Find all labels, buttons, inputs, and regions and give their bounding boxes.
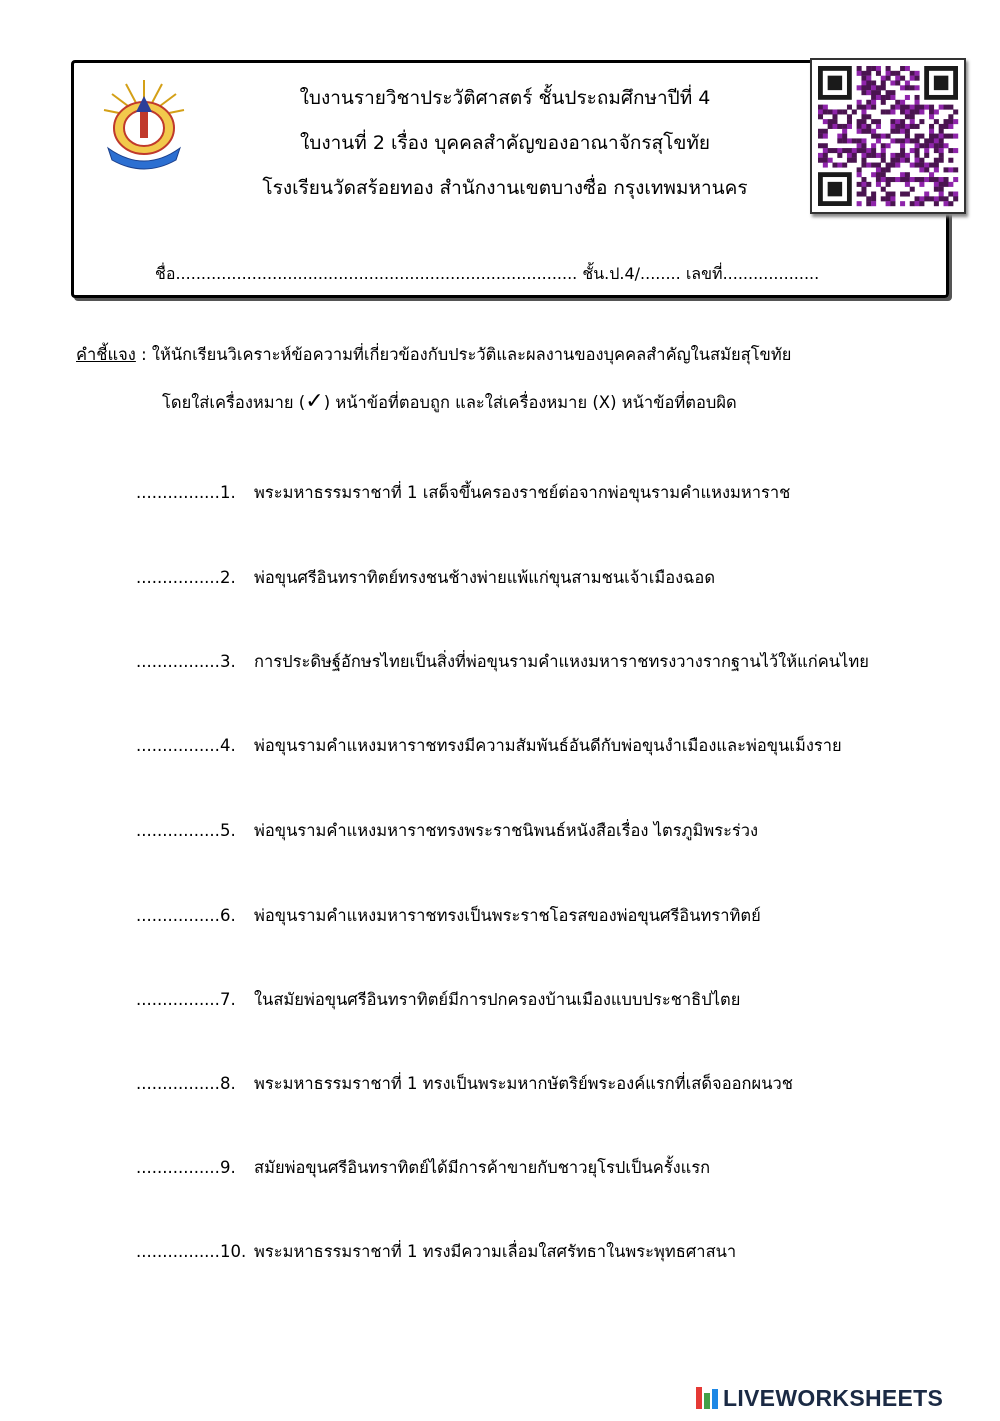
instructions-line1	[76, 342, 791, 368]
question-text: สมัยพ่อขุนศรีอินทราทิตย์ได้มีการค้าขายกับชาวยุโรปเป็นครั้งแรก	[254, 1158, 711, 1177]
question-number: 7.	[220, 990, 236, 1009]
liveworksheets-footer[interactable]	[695, 1383, 943, 1413]
question-number: 8.	[220, 1074, 236, 1093]
question-text: พระมหาธรรมราชาที่ 1 ทรงมีความเลื่อมใสศรัทธาในพระพุทธศาสนา	[254, 1242, 737, 1261]
answer-blank[interactable]: ................	[136, 821, 220, 840]
question-number: 2.	[220, 568, 236, 587]
question-number: 1.	[220, 483, 236, 502]
school-emblem-icon	[96, 78, 192, 174]
question-number: 4.	[220, 736, 236, 755]
question-text: พระมหาธรรมราชาที่ 1 เสด็จขึ้นครองราชย์ต่อจากพ่อขุนรามคำแหงมหาราช	[254, 483, 791, 502]
question-number: 6.	[220, 906, 236, 925]
question-item	[136, 480, 986, 506]
question-item	[136, 733, 986, 759]
question-item	[136, 1239, 986, 1265]
question-text: พ่อขุนศรีอินทราทิตย์ทรงชนช้างพ่ายแพ้แก่ขุนสามชนเจ้าเมืองฉอด	[254, 568, 716, 587]
question-item	[136, 903, 986, 929]
answer-blank[interactable]: ................	[136, 736, 220, 755]
question-number: 5.	[220, 821, 236, 840]
qr-code-icon	[810, 58, 966, 214]
question-text: การประดิษฐ์อักษรไทยเป็นสิ่งที่พ่อขุนรามคำแหงมหาราชทรงวางรากฐานไว้ให้แก่คนไทย	[254, 652, 869, 671]
question-text: พระมหาธรรมราชาที่ 1 ทรงเป็นพระมหากษัตริย์พระองค์แรกที่เสด็จออกผนวช	[254, 1074, 793, 1093]
answer-blank[interactable]: ................	[136, 1242, 220, 1261]
question-number: 3.	[220, 652, 236, 671]
question-number: 10.	[220, 1242, 247, 1261]
question-text: พ่อขุนรามคำแหงมหาราชทรงมีความสัมพันธ์อันดีกับพ่อขุนงำเมืองและพ่อขุนเม็งราย	[254, 736, 842, 755]
answer-blank[interactable]: ................	[136, 652, 220, 671]
liveworksheets-logo-icon	[695, 1386, 719, 1410]
answer-blank[interactable]: ................	[136, 1158, 220, 1177]
answer-blank[interactable]: ................	[136, 568, 220, 587]
school-name: โรงเรียนวัดสร้อยทอง สำนักงานเขตบางซื่อ กรุงเทพมหานคร	[262, 177, 748, 199]
question-number: 9.	[220, 1158, 236, 1177]
check-mark-icon: ✓	[305, 389, 324, 414]
answer-blank[interactable]: ................	[136, 906, 220, 925]
instructions-label: คำชี้แจง	[76, 345, 136, 364]
question-item	[136, 987, 986, 1013]
instructions-line2: โดยใส่เครื่องหมาย (✓) หน้าข้อที่ตอบถูก และใส่เครื่องหมาย (X) หน้าข้อที่ตอบผิด	[162, 389, 737, 414]
student-info-line: ชื่อ............................................................................... ชั้น.ป.4/........ เลขที่...................	[155, 264, 820, 283]
instructions-text: : ให้นักเรียนวิเคราะห์ข้อความที่เกี่ยวข้องกับประวัติและผลงานของบุคคลสำคัญในสมัยสุโขทัย	[135, 345, 792, 364]
liveworksheets-brand: LIVEWORKSHEETS	[723, 1384, 944, 1411]
question-item	[136, 818, 986, 844]
question-item	[136, 649, 986, 675]
question-item	[136, 1071, 986, 1097]
answer-blank[interactable]: ................	[136, 990, 220, 1009]
question-text: พ่อขุนรามคำแหงมหาราชทรงพระราชนิพนธ์หนังสือเรื่อง ไตรภูมิพระร่วง	[254, 821, 759, 840]
answer-blank[interactable]: ................	[136, 1074, 220, 1093]
worksheet-subtitle: ใบงานที่ 2 เรื่อง บุคคลสำคัญของอาณาจักรสุโขทัย	[299, 132, 711, 154]
worksheet-title: ใบงานรายวิชาประวัติศาสตร์ ชั้นประถมศึกษาปีที่ 4	[299, 87, 711, 109]
question-text: ในสมัยพ่อขุนศรีอินทราทิตย์มีการปกครองบ้านเมืองแบบประชาธิปไตย	[254, 990, 741, 1009]
question-text: พ่อขุนรามคำแหงมหาราชทรงเป็นพระราชโอรสของพ่อขุนศรีอินทราทิตย์	[254, 906, 761, 925]
answer-blank[interactable]: ................	[136, 483, 220, 502]
question-item	[136, 1155, 986, 1181]
question-item	[136, 565, 986, 591]
